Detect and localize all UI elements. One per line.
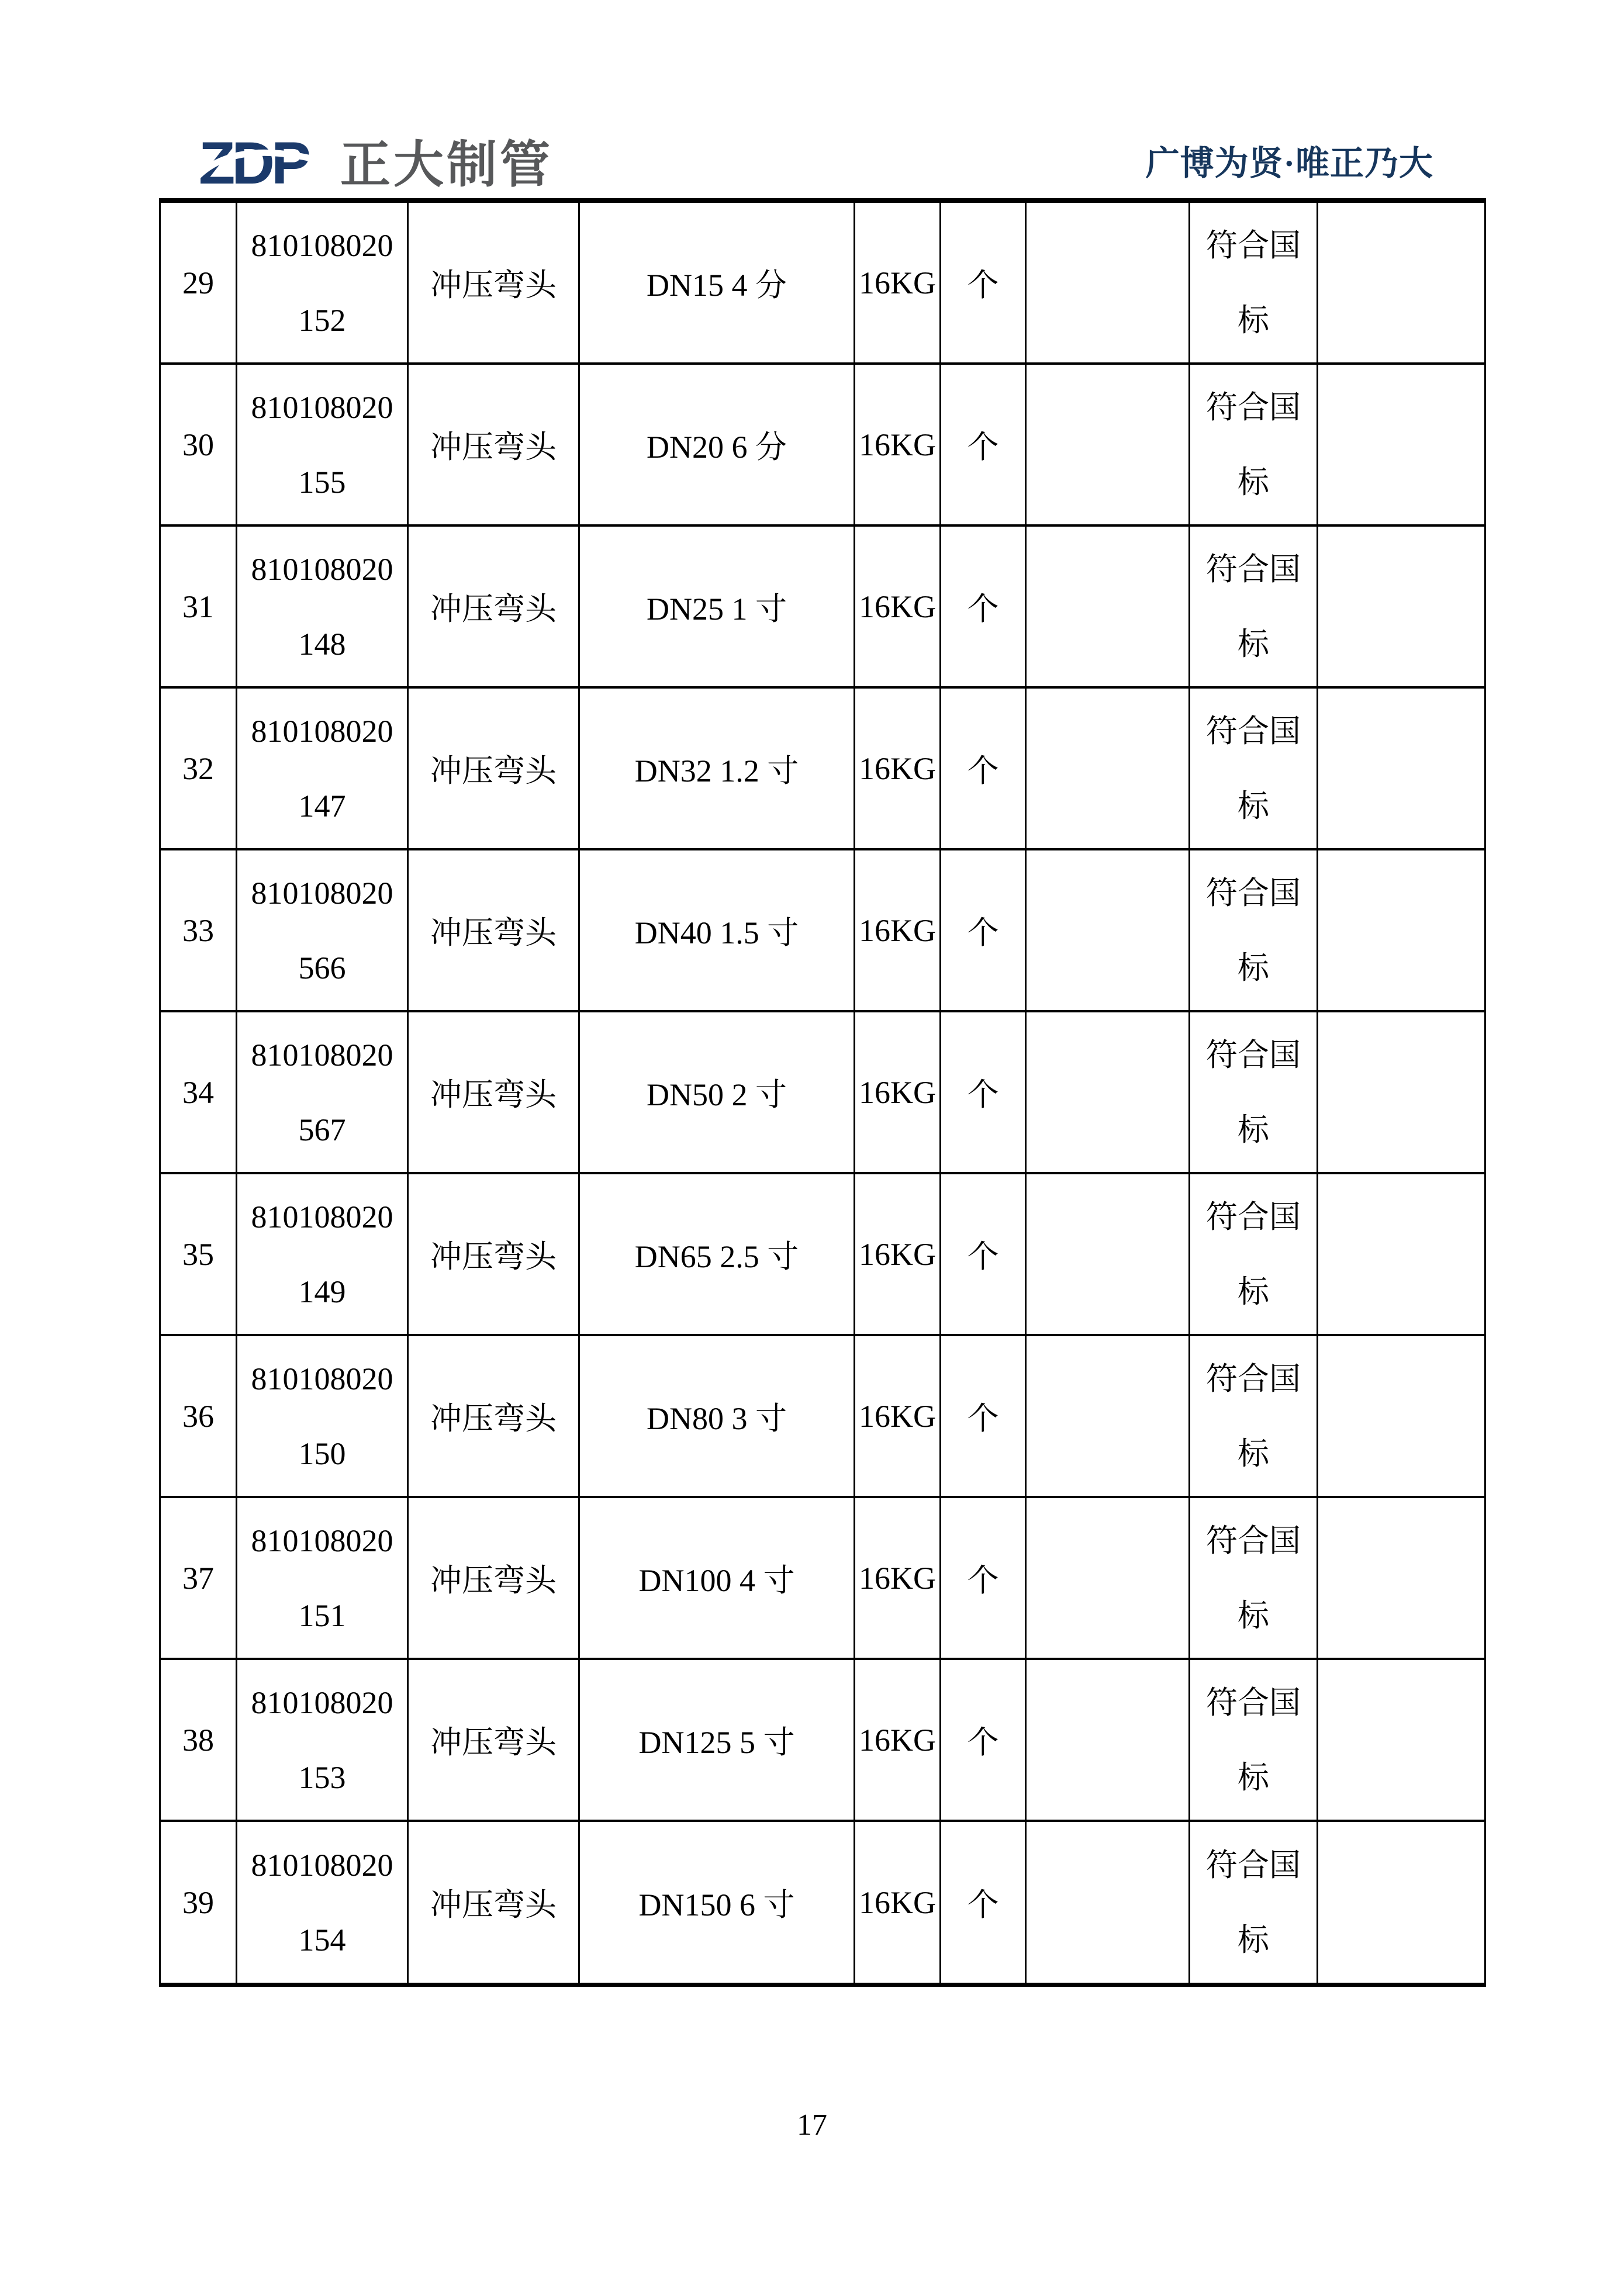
quality-line2: 标 [1238,1597,1269,1633]
spec-cell: DN100 4 寸 [580,1498,855,1658]
quality-line1: 符合国 [1206,551,1301,587]
pressure-cell: 16KG [855,365,941,524]
empty-cell [1027,527,1190,686]
product-name-cell: 冲压弯头 [409,1660,580,1820]
pressure-cell: 16KG [855,1012,941,1172]
empty-cell [1027,1660,1190,1820]
spec-cell: DN15 4 分 [580,203,855,362]
unit-cell: 个 [941,1012,1027,1172]
page-number: 17 [797,2108,827,2142]
unit-cell: 个 [941,689,1027,848]
material-code-cell [237,527,409,686]
material-code-cell [237,1660,409,1820]
empty-cell [1318,203,1484,362]
spec-cell: DN20 6 分 [580,365,855,524]
empty-cell [1318,1498,1484,1658]
table-row [161,1822,1484,1983]
material-code-line1: 810108020 [251,1361,393,1396]
empty-cell [1027,1174,1190,1334]
row-number-cell: 31 [161,527,237,686]
quality-cell [1190,365,1318,524]
table-row [161,850,1484,1012]
material-code-line1: 810108020 [251,227,393,263]
product-name-cell: 冲压弯头 [409,1012,580,1172]
empty-cell [1318,850,1484,1010]
unit-cell: 个 [941,527,1027,686]
row-number-cell: 33 [161,850,237,1010]
quality-line2: 标 [1238,1922,1269,1958]
table-row [161,365,1484,527]
quality-cell [1190,850,1318,1010]
quality-cell [1190,1012,1318,1172]
product-name-cell: 冲压弯头 [409,203,580,362]
material-code-cell [237,850,409,1010]
material-code-line2: 150 [298,1436,346,1471]
product-name-cell: 冲压弯头 [409,365,580,524]
product-name-cell: 冲压弯头 [409,1174,580,1334]
material-code-line1: 810108020 [251,389,393,425]
table-row [161,1498,1484,1660]
pressure-cell: 16KG [855,1660,941,1820]
material-code-line1: 810108020 [251,875,393,911]
material-code-line2: 148 [298,626,346,662]
quality-line2: 标 [1238,1274,1269,1309]
table-row [161,1174,1484,1336]
row-number-cell: 34 [161,1012,237,1172]
table-row [161,689,1484,850]
material-code-line1: 810108020 [251,1523,393,1558]
empty-cell [1318,1012,1484,1172]
quality-cell [1190,203,1318,362]
quality-cell [1190,1174,1318,1334]
product-name-cell: 冲压弯头 [409,1498,580,1658]
table-row [161,203,1484,365]
quality-line2: 标 [1238,302,1269,338]
quality-cell [1190,1822,1318,1983]
quality-line2: 标 [1238,626,1269,662]
row-number-cell: 38 [161,1660,237,1820]
material-code-line2: 149 [298,1274,346,1309]
material-code-line1: 810108020 [251,1037,393,1073]
quality-line2: 标 [1238,464,1269,500]
spec-cell: DN80 3 寸 [580,1336,855,1496]
table-row [161,1012,1484,1174]
material-code-line2: 155 [298,464,346,500]
material-code-cell [237,203,409,362]
empty-cell [1027,1336,1190,1496]
quality-cell [1190,1498,1318,1658]
quality-cell [1190,527,1318,686]
table-row [161,1336,1484,1498]
material-code-line2: 154 [298,1922,346,1958]
unit-cell: 个 [941,365,1027,524]
quality-line1: 符合国 [1206,875,1301,911]
spec-cell: DN32 1.2 寸 [580,689,855,848]
row-number-cell: 37 [161,1498,237,1658]
spec-cell: DN150 6 寸 [580,1822,855,1983]
product-name-cell: 冲压弯头 [409,527,580,686]
empty-cell [1318,1174,1484,1334]
material-code-cell [237,365,409,524]
quality-line1: 符合国 [1206,1523,1301,1558]
empty-cell [1027,689,1190,848]
unit-cell: 个 [941,203,1027,362]
quality-cell [1190,1660,1318,1820]
empty-cell [1027,1012,1190,1172]
logo-text: ZDP [199,136,307,194]
material-code-cell [237,689,409,848]
quality-line1: 符合国 [1206,389,1301,425]
material-code-line2: 152 [298,302,346,338]
pressure-cell: 16KG [855,1498,941,1658]
header-tagline: 广博为贤·唯正乃大 [1145,144,1433,182]
unit-cell: 个 [941,1174,1027,1334]
pressure-cell: 16KG [855,850,941,1010]
material-code-line2: 566 [298,950,346,986]
empty-cell [1027,365,1190,524]
material-code-line1: 810108020 [251,551,393,587]
company-logo [199,136,553,194]
empty-cell [1027,1822,1190,1983]
logo-company-name: 正大制管 [340,137,553,193]
unit-cell: 个 [941,850,1027,1010]
spec-cell: DN25 1 寸 [580,527,855,686]
quality-line2: 标 [1238,1112,1269,1147]
spec-cell: DN65 2.5 寸 [580,1174,855,1334]
quality-line1: 符合国 [1206,1685,1301,1720]
quality-line1: 符合国 [1206,713,1301,749]
product-name-cell: 冲压弯头 [409,1822,580,1983]
quality-line2: 标 [1238,1436,1269,1471]
material-code-line2: 153 [298,1759,346,1795]
empty-cell [1318,527,1484,686]
material-code-line1: 810108020 [251,1847,393,1883]
pressure-cell: 16KG [855,527,941,686]
material-code-cell [237,1012,409,1172]
material-code-line1: 810108020 [251,713,393,749]
row-number-cell: 29 [161,203,237,362]
material-code-line1: 810108020 [251,1199,393,1235]
material-code-cell [237,1336,409,1496]
row-number-cell: 32 [161,689,237,848]
spec-cell: DN40 1.5 寸 [580,850,855,1010]
pressure-cell: 16KG [855,203,941,362]
pressure-cell: 16KG [855,689,941,848]
material-code-line1: 810108020 [251,1685,393,1720]
empty-cell [1318,1660,1484,1820]
unit-cell: 个 [941,1336,1027,1496]
spec-cell: DN50 2 寸 [580,1012,855,1172]
material-code-line2: 151 [298,1597,346,1633]
quality-line1: 符合国 [1206,1847,1301,1883]
table-row [161,527,1484,689]
quality-line1: 符合国 [1206,1199,1301,1235]
zdp-logo-icon [199,136,325,194]
material-code-cell [237,1822,409,1983]
empty-cell [1318,365,1484,524]
empty-cell [1318,1336,1484,1496]
quality-line1: 符合国 [1206,1037,1301,1073]
quality-line2: 标 [1238,1759,1269,1795]
material-code-line2: 147 [298,788,346,824]
quality-line2: 标 [1238,950,1269,986]
spec-cell: DN125 5 寸 [580,1660,855,1820]
unit-cell: 个 [941,1822,1027,1983]
pressure-cell: 16KG [855,1174,941,1334]
material-code-cell [237,1498,409,1658]
material-code-cell [237,1174,409,1334]
product-name-cell: 冲压弯头 [409,850,580,1010]
material-code-line2: 567 [298,1112,346,1147]
table-row [161,1660,1484,1822]
empty-cell [1318,689,1484,848]
pressure-cell: 16KG [855,1336,941,1496]
row-number-cell: 30 [161,365,237,524]
empty-cell [1318,1822,1484,1983]
pressure-cell: 16KG [855,1822,941,1983]
product-name-cell: 冲压弯头 [409,1336,580,1496]
product-name-cell: 冲压弯头 [409,689,580,848]
row-number-cell: 39 [161,1822,237,1983]
product-table [159,198,1486,1987]
row-number-cell: 36 [161,1336,237,1496]
empty-cell [1027,850,1190,1010]
quality-line1: 符合国 [1206,227,1301,263]
quality-line2: 标 [1238,788,1269,824]
quality-cell [1190,1336,1318,1496]
row-number-cell: 35 [161,1174,237,1334]
quality-cell [1190,689,1318,848]
empty-cell [1027,203,1190,362]
quality-line1: 符合国 [1206,1361,1301,1396]
unit-cell: 个 [941,1660,1027,1820]
unit-cell: 个 [941,1498,1027,1658]
empty-cell [1027,1498,1190,1658]
